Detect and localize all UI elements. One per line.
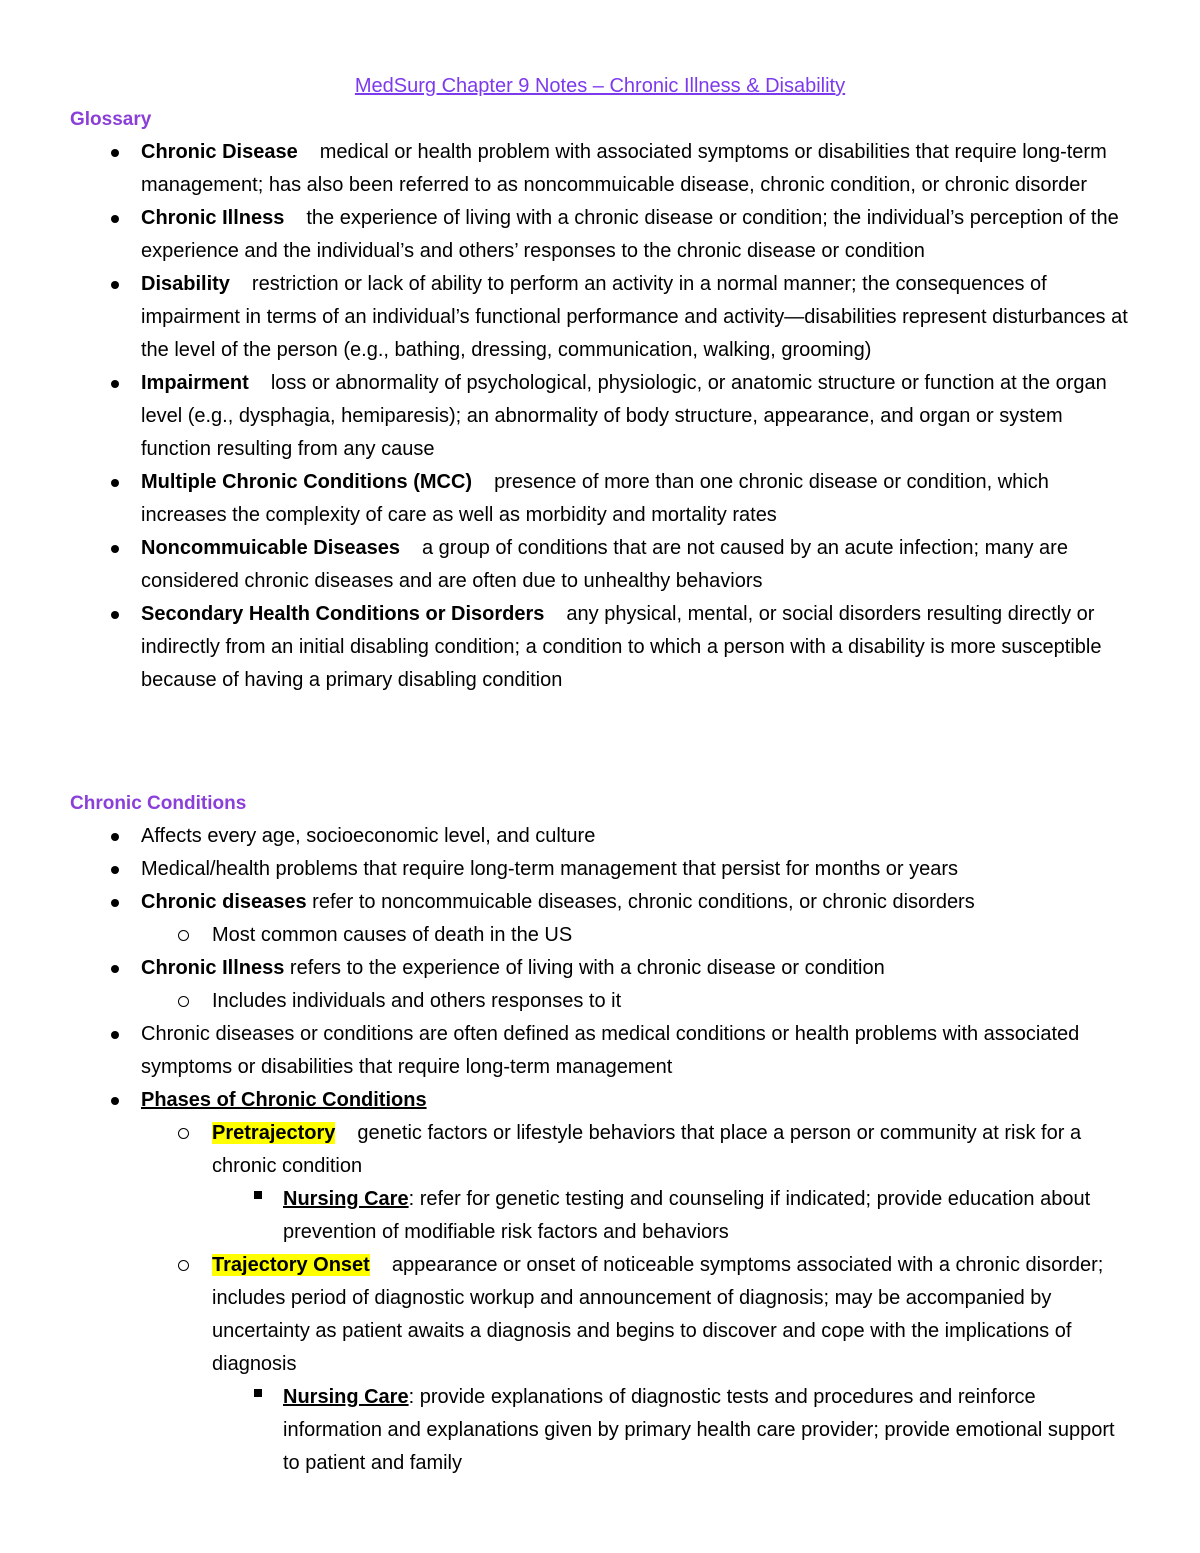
- bullet-icon: [111, 598, 121, 631]
- inline-term: Chronic Illness: [141, 957, 285, 979]
- sub-list-item: [0, 985, 1134, 1018]
- glossary-term: Disability: [141, 273, 230, 295]
- chronic-conditions-list: [0, 820, 1200, 1480]
- bullet-icon: [111, 532, 121, 565]
- bullet-icon: [111, 886, 121, 919]
- bullet-icon: [111, 136, 121, 169]
- list-item: [0, 886, 1200, 952]
- list-item: [0, 466, 1200, 532]
- bullet-icon: [111, 268, 121, 301]
- sub-list-item: [0, 919, 1134, 952]
- nursing-care-list: [212, 1183, 1134, 1249]
- glossary-definition: the experience of living with a chronic disease or condition; the individual’s perception of the experience and the individual’s and others’ responses to the chronic disease or condition: [141, 207, 1119, 262]
- phase-item: [0, 1249, 1134, 1480]
- phase-item: [0, 1117, 1134, 1249]
- bullet-icon: [111, 820, 121, 853]
- nursing-care-item: [0, 1183, 1134, 1249]
- phase-term-highlighted: Trajectory Onset: [212, 1254, 370, 1276]
- list-item: [0, 268, 1200, 367]
- list-item: [0, 1084, 1200, 1480]
- glossary-definition: a group of conditions that are not caused by an acute infection; many are considered chronic diseases and are often due to unhealthy behaviors: [141, 537, 1068, 592]
- list-item: [0, 952, 1200, 1018]
- square-bullet-icon: [254, 1183, 264, 1207]
- chronic-conditions-heading: Chronic Conditions: [70, 793, 247, 814]
- nursing-care-label: Nursing Care: [283, 1386, 409, 1408]
- phases-list: [141, 1117, 1134, 1480]
- sub-list-item-text: Includes individuals and others responses to it: [212, 990, 622, 1012]
- hollow-bullet-icon: [176, 1249, 190, 1282]
- list-item-text: refers to the experience of living with a chronic disease or condition: [284, 957, 885, 979]
- list-item-text: Chronic diseases or conditions are often defined as medical conditions or health problems with associated symptoms or disabilities that require long-term management: [141, 1023, 1080, 1078]
- hollow-bullet-icon: [176, 985, 190, 1018]
- square-bullet-icon: [254, 1381, 264, 1405]
- glossary-term: Secondary Health Conditions or Disorders: [141, 603, 545, 625]
- glossary-definition: presence of more than one chronic disease or condition, which increases the complexity of care as well as morbidity and mortality rates: [141, 471, 1049, 526]
- list-item: [0, 136, 1200, 202]
- bullet-icon: [111, 1018, 121, 1051]
- nursing-care-label: Nursing Care: [283, 1188, 409, 1210]
- hollow-bullet-icon: [176, 919, 190, 952]
- glossary-definition: any physical, mental, or social disorders resulting directly or indirectly from an initial disabling condition; a condition to which a person with a disability is more susceptible because of having a primary disabling condition: [141, 603, 1102, 691]
- list-item: [0, 532, 1200, 598]
- page-title: MedSurg Chapter 9 Notes – Chronic Illness & Disability: [354, 75, 846, 97]
- list-item-text: Medical/health problems that require long-term management that persist for months or years: [141, 858, 959, 880]
- list-item: [0, 367, 1200, 466]
- sub-list-item-text: Most common causes of death in the US: [212, 924, 573, 946]
- phase-definition: genetic factors or lifestyle behaviors that place a person or community at risk for a chronic condition: [212, 1122, 1082, 1177]
- glossary-term: Chronic Illness: [141, 207, 285, 229]
- bullet-icon: [111, 952, 121, 985]
- glossary-list: [0, 136, 1200, 697]
- glossary-definition: loss or abnormality of psychological, physiologic, or anatomic structure or function at the organ level (e.g., dysphagia, hemiparesis); an abnormality of body structure, appearance, and organ or system function resulting from any cause: [141, 372, 1107, 460]
- list-item: [0, 598, 1200, 697]
- list-item-text: refer to noncommuicable diseases, chronic conditions, or chronic disorders: [306, 891, 975, 913]
- phases-heading: Phases of Chronic Conditions: [141, 1089, 427, 1111]
- list-item: [0, 820, 1200, 853]
- bullet-icon: [111, 367, 121, 400]
- bullet-icon: [111, 853, 121, 886]
- bullet-icon: [111, 202, 121, 235]
- sub-list: [141, 985, 1134, 1018]
- nursing-care-text: : provide explanations of diagnostic tests and procedures and reinforce information and explanations given by primary health care provider; provide emotional support to patient and family: [283, 1386, 1115, 1474]
- nursing-care-list: [212, 1381, 1134, 1480]
- inline-term: Chronic diseases: [141, 891, 307, 913]
- sub-list: [141, 919, 1134, 952]
- glossary-term: Impairment: [141, 372, 249, 394]
- phase-definition: appearance or onset of noticeable symptoms associated with a chronic disorder; includes period of diagnostic workup and announcement of diagnosis; may be accompanied by uncertainty as patient awaits a diagnosis and begins to discover and cope with the implications of diagnosis: [212, 1254, 1104, 1375]
- nursing-care-item: [0, 1381, 1134, 1480]
- list-item: [0, 853, 1200, 886]
- glossary-definition: medical or health problem with associated symptoms or disabilities that require long-term management; has also been referred to as noncommuicable disease, chronic condition, or chronic disorder: [141, 141, 1107, 196]
- bullet-icon: [111, 1084, 121, 1117]
- hollow-bullet-icon: [176, 1117, 190, 1150]
- glossary-definition: restriction or lack of ability to perform an activity in a normal manner; the consequences of impairment in terms of an individual’s functional performance and activity—disabilities represent disturbances at the level of the person (e.g., bathing, dressing, communication, walking, grooming): [141, 273, 1128, 361]
- list-item: [0, 202, 1200, 268]
- nursing-care-text: : refer for genetic testing and counseling if indicated; provide education about prevention of modifiable risk factors and behaviors: [283, 1188, 1091, 1243]
- glossary-heading: Glossary: [70, 109, 152, 130]
- list-item: [0, 1018, 1200, 1084]
- bullet-icon: [111, 466, 121, 499]
- phase-term-highlighted: Pretrajectory: [212, 1122, 336, 1144]
- glossary-term: Chronic Disease: [141, 141, 298, 163]
- glossary-term: Multiple Chronic Conditions (MCC): [141, 471, 473, 493]
- glossary-term: Noncommuicable Diseases: [141, 537, 400, 559]
- list-item-text: Affects every age, socioeconomic level, and culture: [141, 825, 596, 847]
